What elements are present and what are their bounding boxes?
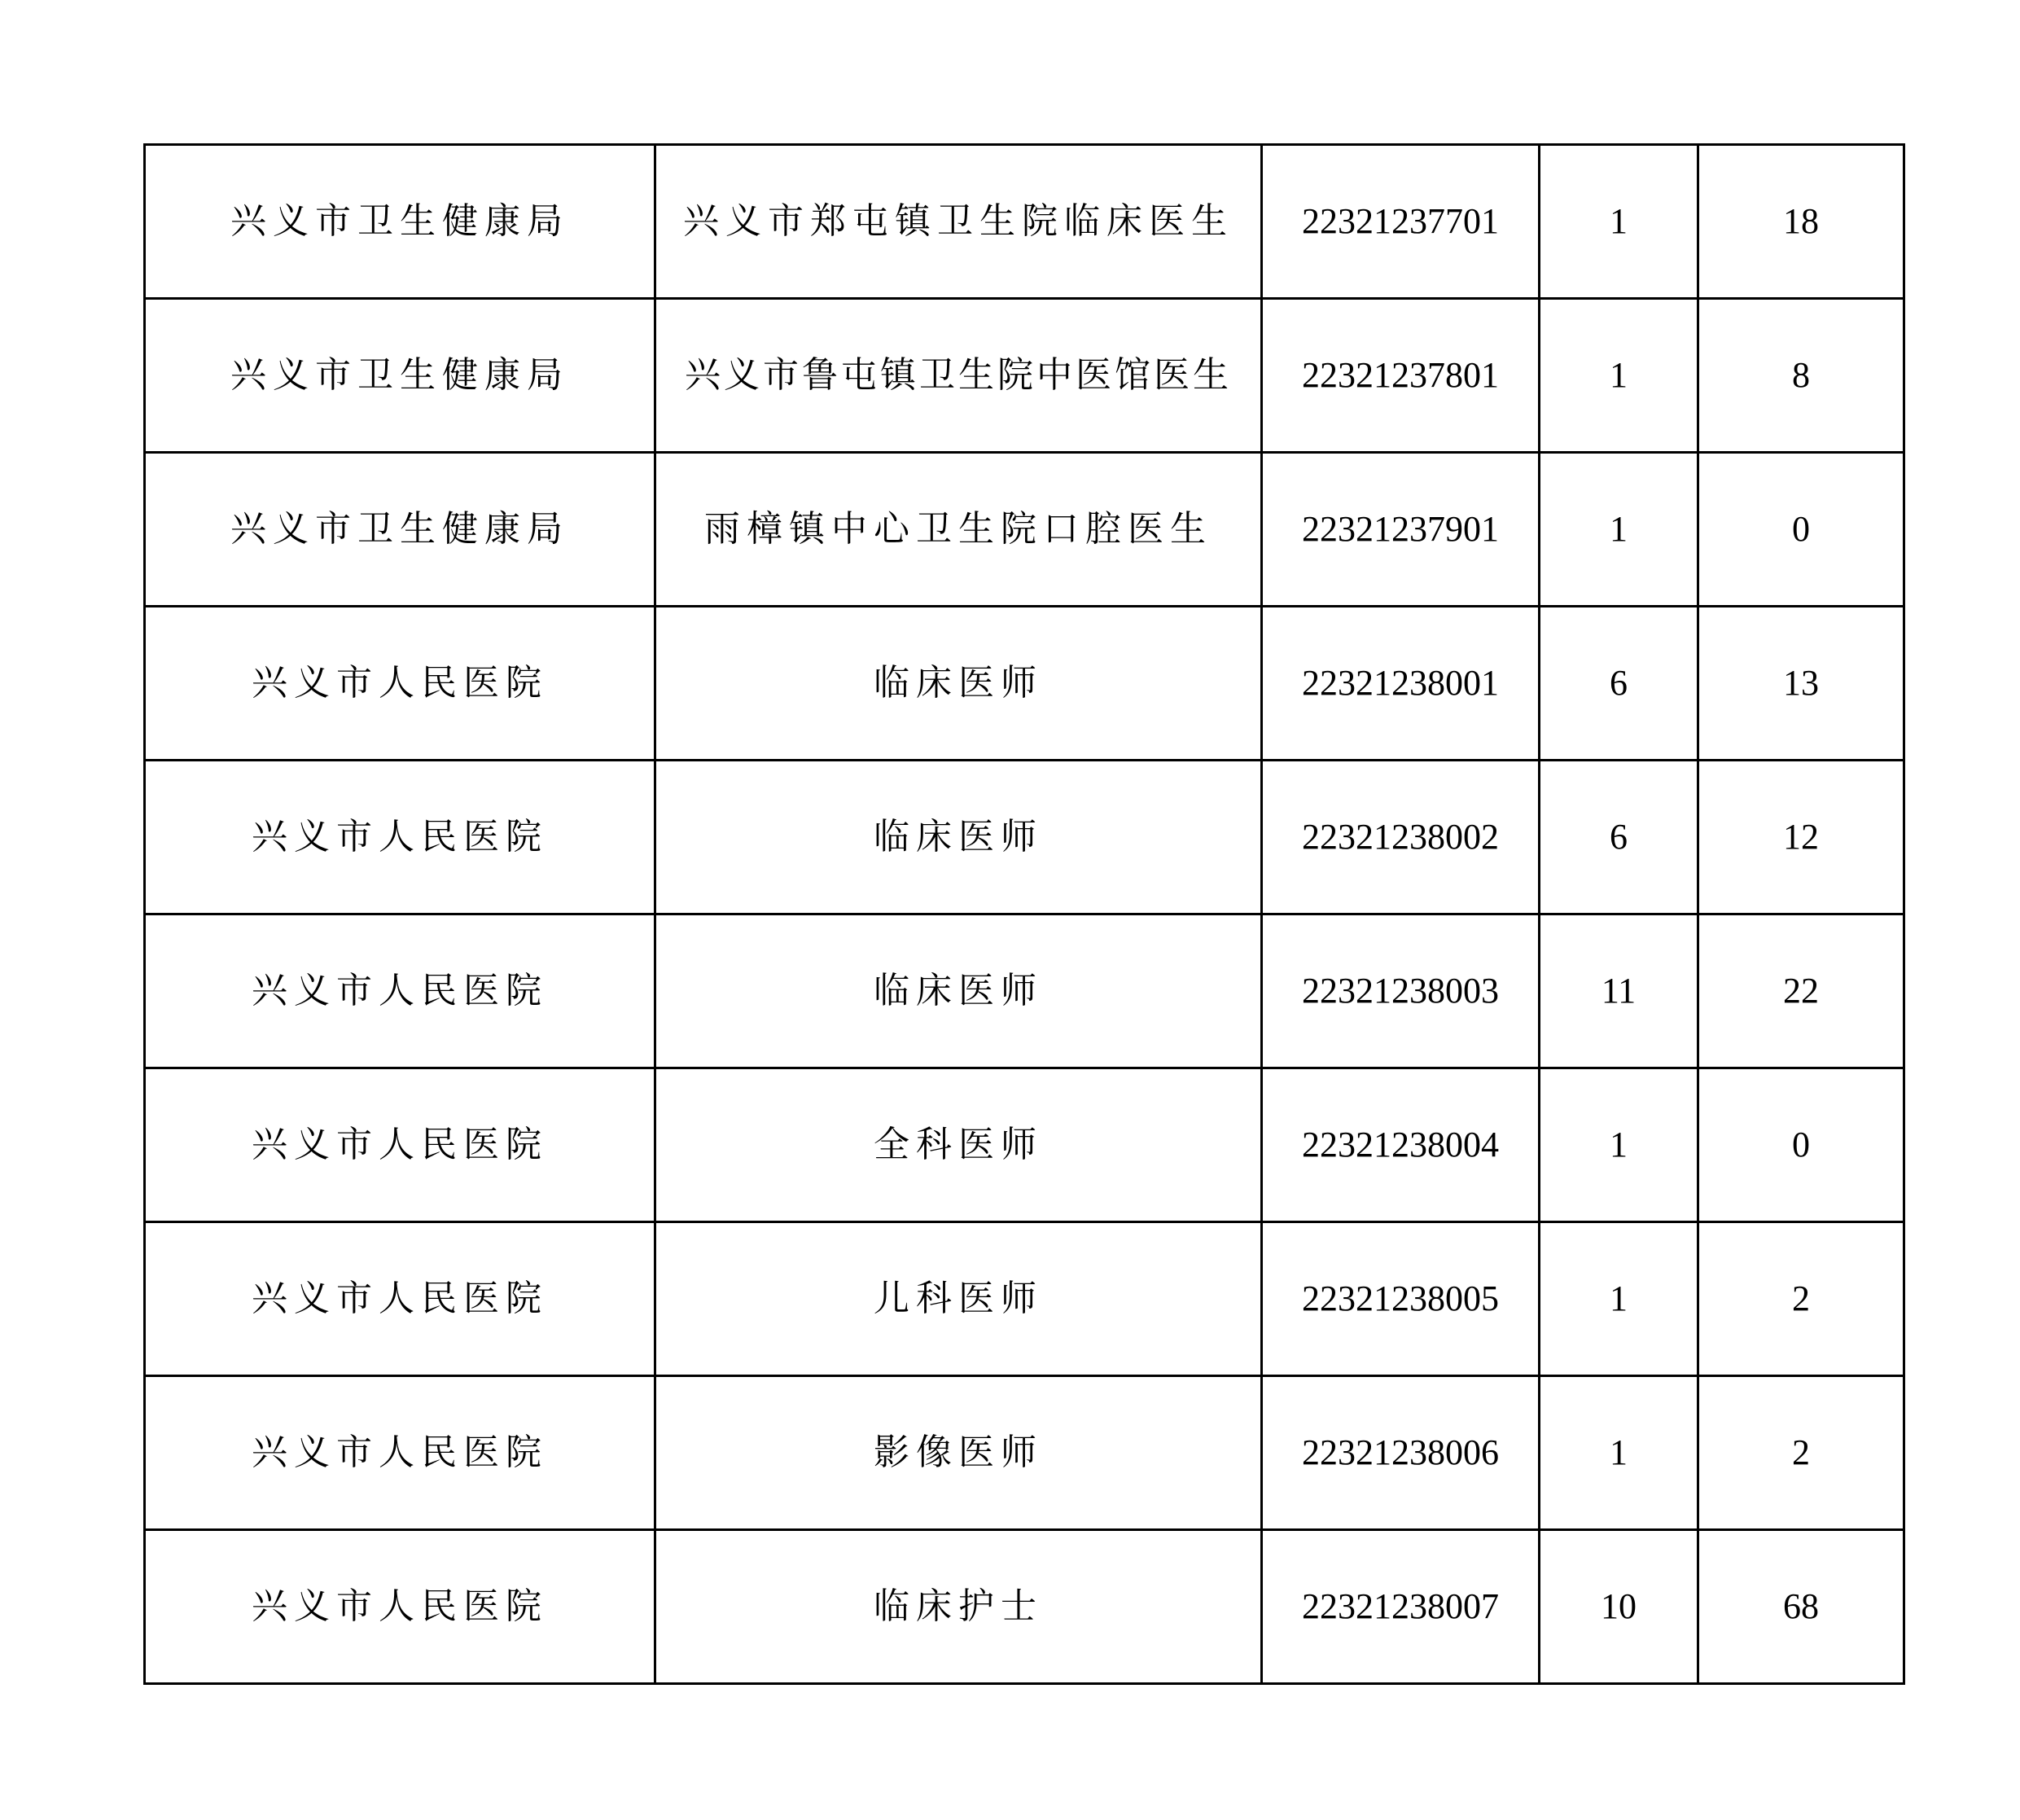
applicant-count-cell: 2: [1698, 1222, 1904, 1376]
unit-cell: 兴义市人民医院: [145, 607, 655, 761]
position-cell: 临床医师: [655, 607, 1262, 761]
position-cell: 临床护士: [655, 1530, 1262, 1684]
unit-cell: 兴义市人民医院: [145, 1376, 655, 1530]
table-row: [145, 1068, 1904, 1222]
plan-count-cell: 1: [1540, 145, 1698, 299]
plan-count-cell: 10: [1540, 1530, 1698, 1684]
plan-count-cell: 11: [1540, 914, 1698, 1068]
unit-cell: 兴义市人民医院: [145, 914, 655, 1068]
position-cell: 临床医师: [655, 914, 1262, 1068]
applicant-count-cell: 2: [1698, 1376, 1904, 1530]
position-cell: 影像医师: [655, 1376, 1262, 1530]
table-row: [145, 1530, 1904, 1684]
position-code-cell: 22321238006: [1262, 1376, 1540, 1530]
unit-cell: 兴义市人民医院: [145, 761, 655, 914]
position-code-cell: 22321238004: [1262, 1068, 1540, 1222]
plan-count-cell: 1: [1540, 1376, 1698, 1530]
position-code-cell: 22321238002: [1262, 761, 1540, 914]
plan-count-cell: 1: [1540, 1068, 1698, 1222]
unit-cell: 兴义市卫生健康局: [145, 145, 655, 299]
applicant-count-cell: 0: [1698, 1068, 1904, 1222]
table-row: [145, 761, 1904, 914]
unit-cell: 兴义市人民医院: [145, 1068, 655, 1222]
table-row: [145, 607, 1904, 761]
table-container: [143, 143, 1905, 1685]
position-code-cell: 22321238001: [1262, 607, 1540, 761]
applicant-count-cell: 18: [1698, 145, 1904, 299]
position-code-cell: 22321238007: [1262, 1530, 1540, 1684]
position-cell: 临床医师: [655, 761, 1262, 914]
applicant-count-cell: 22: [1698, 914, 1904, 1068]
unit-cell: 兴义市卫生健康局: [145, 299, 655, 453]
table-row: [145, 914, 1904, 1068]
position-cell: 儿科医师: [655, 1222, 1262, 1376]
table-row: [145, 1222, 1904, 1376]
plan-count-cell: 6: [1540, 761, 1698, 914]
table-row: [145, 145, 1904, 299]
recruitment-table: [143, 143, 1905, 1685]
position-code-cell: 22321237901: [1262, 453, 1540, 607]
applicant-count-cell: 12: [1698, 761, 1904, 914]
position-code-cell: 22321238005: [1262, 1222, 1540, 1376]
applicant-count-cell: 0: [1698, 453, 1904, 607]
table-row: [145, 299, 1904, 453]
plan-count-cell: 1: [1540, 299, 1698, 453]
position-code-cell: 22321238003: [1262, 914, 1540, 1068]
applicant-count-cell: 68: [1698, 1530, 1904, 1684]
unit-cell: 兴义市人民医院: [145, 1222, 655, 1376]
applicant-count-cell: 8: [1698, 299, 1904, 453]
plan-count-cell: 1: [1540, 1222, 1698, 1376]
table-row: [145, 453, 1904, 607]
position-cell: 兴义市鲁屯镇卫生院中医馆医生: [655, 299, 1262, 453]
position-cell: 全科医师: [655, 1068, 1262, 1222]
table-row: [145, 1376, 1904, 1530]
position-cell: 雨樟镇中心卫生院口腔医生: [655, 453, 1262, 607]
position-code-cell: 22321237701: [1262, 145, 1540, 299]
position-cell: 兴义市郑屯镇卫生院临床医生: [655, 145, 1262, 299]
applicant-count-cell: 13: [1698, 607, 1904, 761]
unit-cell: 兴义市卫生健康局: [145, 453, 655, 607]
position-code-cell: 22321237801: [1262, 299, 1540, 453]
unit-cell: 兴义市人民医院: [145, 1530, 655, 1684]
plan-count-cell: 1: [1540, 453, 1698, 607]
plan-count-cell: 6: [1540, 607, 1698, 761]
